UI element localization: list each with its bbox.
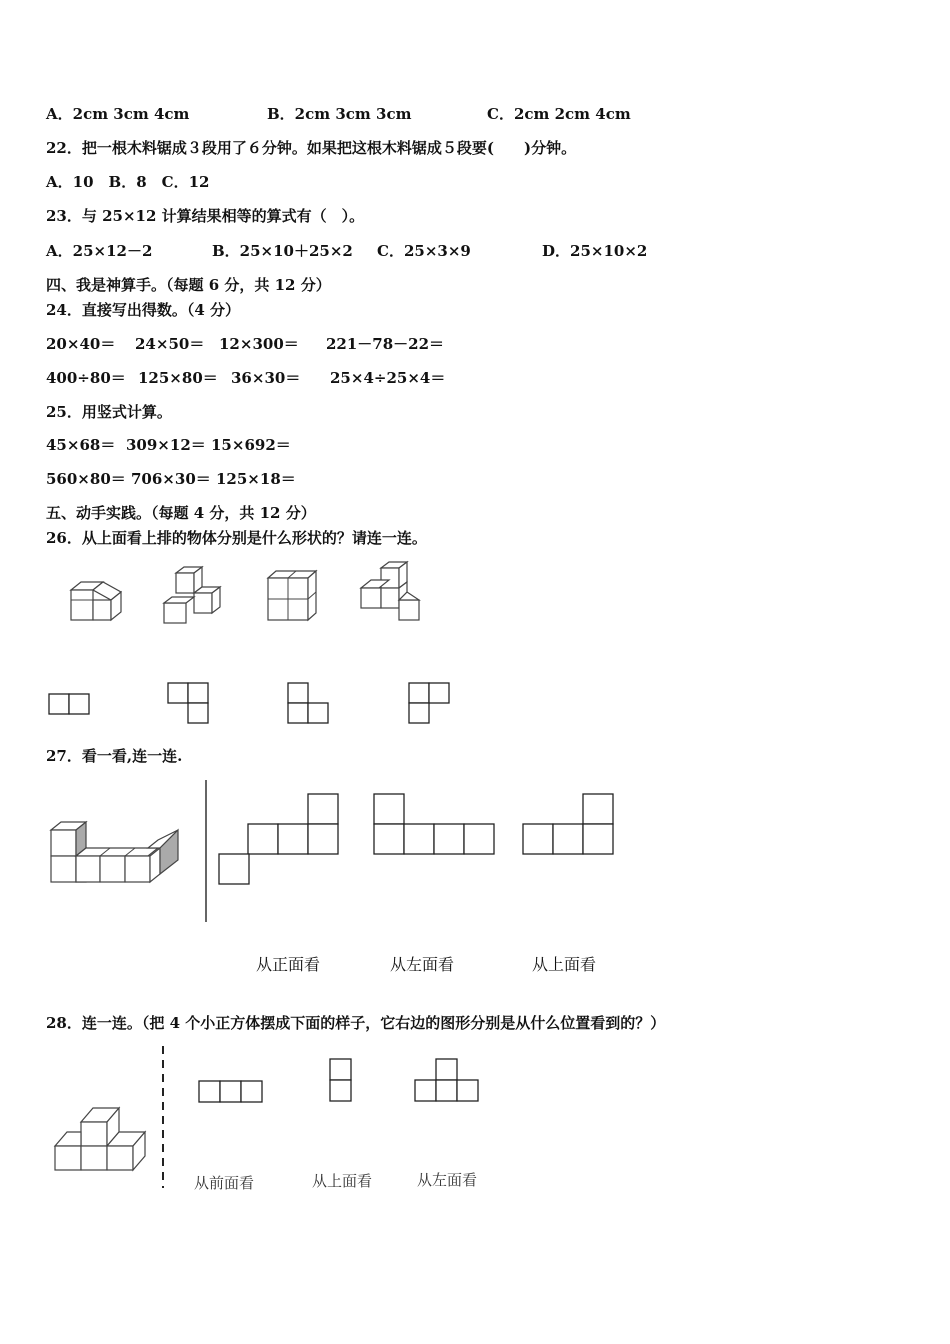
q28-divider: [160, 1046, 166, 1188]
q24-item: 221－78－22＝: [326, 335, 445, 353]
q21-option-a: A．2cm 3cm 4cm: [46, 105, 190, 123]
q23-option-b: B．25×10＋25×2: [212, 242, 353, 260]
q27-divider: [204, 780, 208, 922]
q28-view-3: [414, 1058, 482, 1104]
q26-stem: 26．从上面看上排的物体分别是什么形状的？请连一连。: [46, 529, 427, 547]
q21-option-b: B．2cm 3cm 3cm: [267, 105, 412, 123]
q24-item: 20×40＝: [46, 335, 116, 353]
q27-caption-top: 从上面看: [532, 955, 597, 974]
section4-title: 四、我是神算手。（每题 6 分，共 12 分）: [46, 276, 331, 294]
q27-view-1: [218, 793, 342, 887]
q27-view-2: [373, 793, 497, 857]
q21-option-c: C．2cm 2cm 4cm: [487, 105, 631, 123]
q28-view-2: [329, 1058, 353, 1104]
q24-item: 36×30＝: [231, 369, 301, 387]
q23-option-c: C．25×3×9: [377, 242, 471, 260]
q26-solid-3: [262, 568, 324, 624]
q23-stem: 23．与 25×12 计算结果相等的算式有（ ）。: [46, 207, 365, 225]
q24-item: 24×50＝: [135, 335, 205, 353]
q26-shape-3: [287, 682, 331, 726]
q28-caption-front: 从前面看: [194, 1174, 255, 1192]
q25-item: 15×692＝: [211, 436, 291, 454]
q22-stem: 22．把一根木料锯成３段用了６分钟。如果把这根木料锯成５段要( )分钟。: [46, 139, 577, 157]
q23-option-d: D．25×10×2: [542, 242, 648, 260]
q25-item: 309×12＝: [126, 436, 206, 454]
q27-view-3: [522, 793, 616, 857]
q24-item: 400÷80＝: [46, 369, 126, 387]
q27-solid: [48, 820, 188, 888]
q28-view-1: [198, 1080, 266, 1104]
q25-item: 125×18＝: [216, 470, 296, 488]
q27-stem: 27．看一看,连一连.: [46, 747, 183, 765]
q24-stem: 24．直接写出得数。（4 分）: [46, 301, 241, 319]
q26-shape-4: [408, 682, 452, 726]
q27-caption-left: 从左面看: [390, 955, 455, 974]
q26-solid-4: [357, 560, 425, 624]
q26-shape-2: [167, 682, 211, 726]
q25-item: 706×30＝: [131, 470, 211, 488]
q28-caption-left: 从左面看: [417, 1171, 478, 1189]
q28-caption-top: 从上面看: [312, 1172, 373, 1190]
q26-solid-1: [65, 578, 125, 623]
q24-item: 25×4÷25×4＝: [330, 369, 446, 387]
section5-title: 五、动手实践。（每题 4 分，共 12 分）: [46, 504, 316, 522]
q25-item: 560×80＝: [46, 470, 126, 488]
q22-options: A．10 B．8 C．12: [46, 173, 210, 191]
q26-shape-1: [48, 693, 92, 717]
q24-item: 125×80＝: [138, 369, 218, 387]
q25-item: 45×68＝: [46, 436, 116, 454]
q28-stem: 28．连一连。（把 4 个小正方体摆成下面的样子，它右边的图形分别是从什么位置看到的？）: [46, 1014, 666, 1032]
q25-stem: 25．用竖式计算。: [46, 403, 172, 421]
q23-option-a: A．25×12－2: [46, 242, 153, 260]
q26-solid-2: [160, 565, 226, 627]
q27-caption-front: 从正面看: [256, 955, 321, 974]
q28-solid: [53, 1104, 149, 1174]
q24-item: 12×300＝: [219, 335, 299, 353]
